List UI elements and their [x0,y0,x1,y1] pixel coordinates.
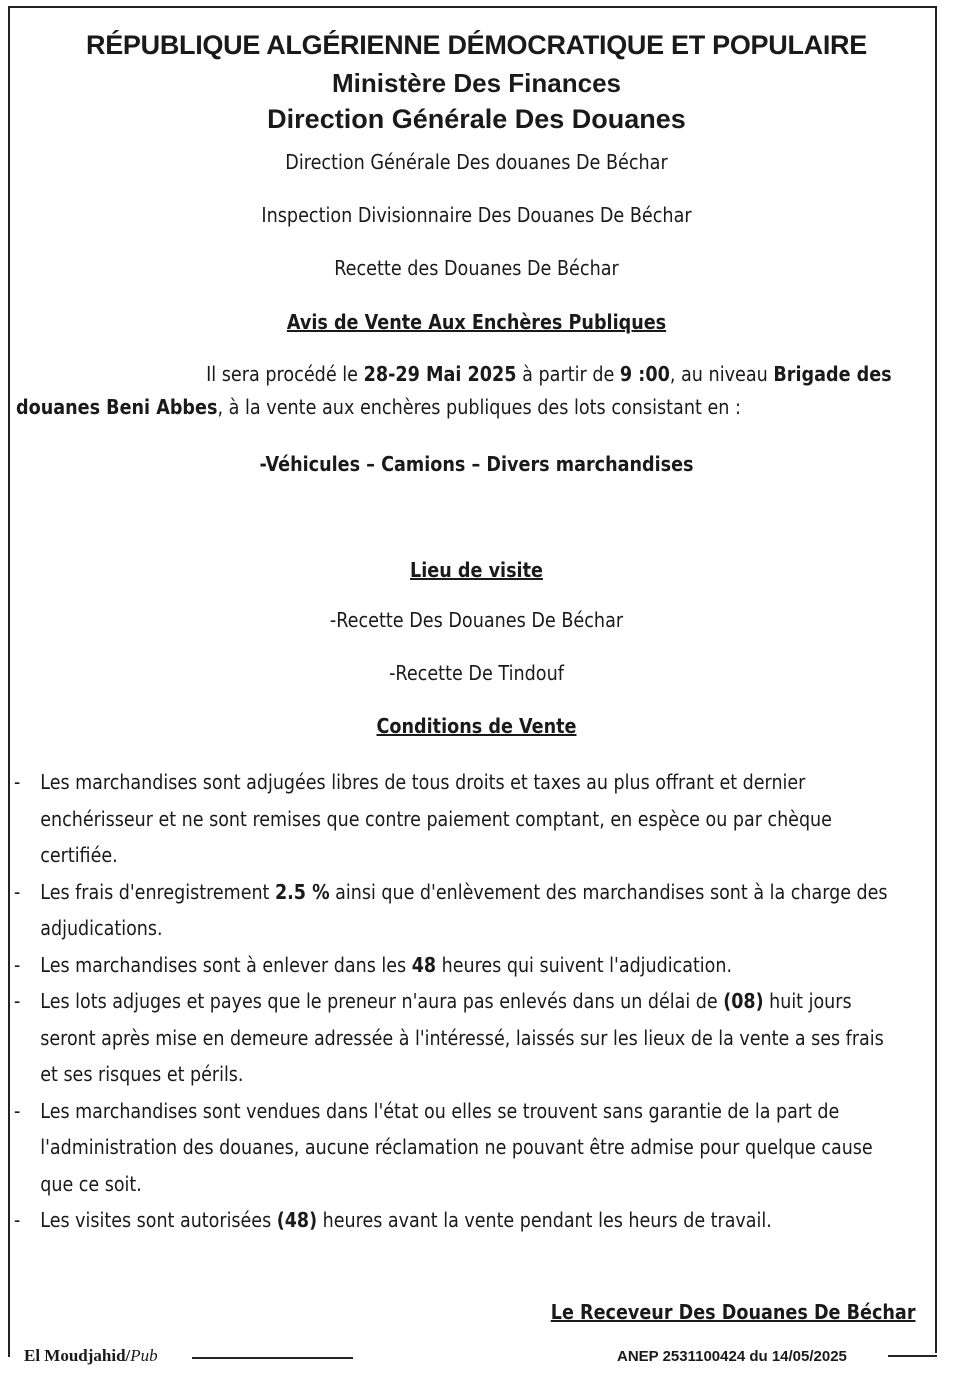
header-ministry: Ministère Des Finances [332,68,621,98]
condition-text: huit jours seront après mise en demeure adressée à l'intéressé, laissés sur les lieux de la vente a ses frais et ses risques et périls. [40,989,884,1086]
header-republic: RÉPUBLIQUE ALGÉRIENNE DÉMOCRATIQUE ET POPULAIRE [86,30,867,60]
condition-item [14,947,898,984]
frame-left-border [8,6,10,1357]
visit-title: Lieu de visite [410,558,543,582]
condition-item [14,983,898,1093]
notice-paragraph [16,358,892,424]
notice-intro-c: , au niveau [669,362,774,386]
footer-publication [24,1346,158,1366]
condition-item [14,1202,898,1239]
footer-rule-right [888,1355,937,1357]
footer-pub-label: Pub [130,1346,158,1365]
notice-intro-b: à partir de [516,362,620,386]
frame-top-border [8,6,937,8]
conditions-title: Conditions de Vente [376,714,577,738]
frame-right-border [935,6,937,1353]
notice-intro-a: Il sera procédé le [206,362,364,386]
notice-intro-d: , à la vente aux enchères publiques des lots consistant en : [217,395,741,419]
signature: Le Receveur Des Douanes De Béchar [550,1300,915,1324]
condition-text: Les frais d'enregistrement [40,879,275,904]
notice-title: Avis de Vente Aux Enchères Publiques [286,310,667,334]
condition-percentage: 2.5 % [274,879,330,904]
subheader-recette: Recette des Douanes De Béchar [334,256,619,280]
condition-item [14,874,898,947]
subheader-inspection: Inspection Divisionnaire Des Douanes De Béchar [261,203,692,227]
subheader-direction-bechar: Direction Générale Des douanes De Béchar [285,150,668,174]
footer-rule-left [192,1357,353,1359]
visit-place-tindouf: -Recette De Tindouf [389,661,564,685]
notice-items: -Véhicules – Camions – Divers marchandises [259,452,694,476]
footer-publication-name: El Moudjahid/ [24,1346,131,1365]
condition-days: (08) [723,989,764,1013]
visit-place-bechar: -Recette Des Douanes De Béchar [329,608,624,632]
header-direction: Direction Générale Des Douanes [267,104,686,134]
condition-text: Les marchandises sont adjugées libres de tous droits et taxes au plus offrant et dernier enchérisseur et ne sont remises que contre paiement comptant, en espèce ou par chèque certifiée. [40,770,832,867]
condition-hours: 48 [411,952,437,977]
condition-text: heures avant la vente pendant les heurs de travail. [317,1208,772,1232]
condition-hours: (48) [276,1208,318,1232]
conditions-list [14,764,898,1239]
footer-reference: ANEP 2531100424 du 14/05/2025 [617,1348,847,1365]
condition-item [14,764,898,874]
notice-time: 9 :00 [619,362,670,386]
condition-text: Les lots adjuges et payes que le preneur n'aura pas enlevés dans un délai de [40,989,724,1013]
condition-item [14,1093,898,1203]
condition-text: ainsi que d'enlèvement des marchandises sont à la charge des adjudications. [40,879,888,940]
condition-text: Les visites sont autorisées [40,1208,277,1232]
condition-text: heures qui suivent l'adjudication. [436,952,733,977]
condition-text: Les marchandises sont à enlever dans les [40,952,412,977]
notice-location: Brigade des douanes Beni Abbes [16,362,892,419]
notice-date: 28-29 Mai 2025 [363,362,517,386]
condition-text: Les marchandises sont vendues dans l'état ou elles se trouvent sans garantie de la part de l'administration des douanes, aucune réclamation ne pouvant être admise pour quelque cause que ce soit. [40,1098,873,1196]
